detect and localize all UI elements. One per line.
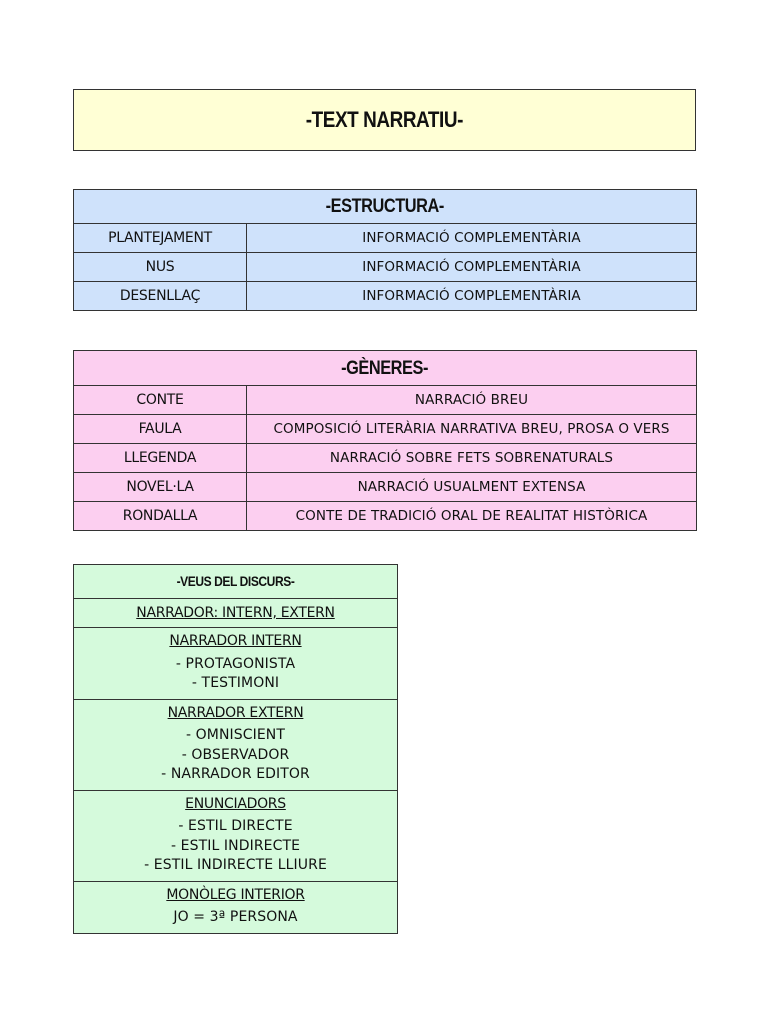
- generes-desc: NARRACIÓ USUALMENT EXTENSA: [247, 473, 697, 502]
- estructura-term: NUS: [74, 253, 247, 282]
- generes-desc: CONTE DE TRADICIÓ ORAL DE REALITAT HISTÒRICA: [247, 502, 697, 531]
- veus-subheading: NARRADOR: INTERN, EXTERN: [74, 599, 398, 628]
- table-row: [74, 444, 697, 473]
- generes-desc: NARRACIÓ BREU: [247, 386, 697, 415]
- block-line: - PROTAGONISTA: [175, 655, 296, 672]
- estructura-desc: INFORMACIÓ COMPLEMENTÀRIA: [247, 282, 697, 311]
- block-line: - ESTIL INDIRECTE LLIURE: [144, 857, 327, 873]
- block-title: NARRADOR EXTERN: [167, 704, 304, 721]
- table-row: [74, 415, 697, 444]
- block-line: - TESTIMONI: [191, 675, 280, 691]
- generes-table: [73, 350, 697, 531]
- veus-block-narrador-extern: [74, 699, 398, 790]
- generes-term: RONDALLA: [74, 502, 247, 531]
- block-title: ENUNCIADORS: [185, 795, 286, 812]
- block-line: - NARRADOR EDITOR: [161, 766, 310, 782]
- generes-heading: -GÈNERES-: [74, 351, 697, 386]
- veus-block-narrador-intern: [74, 628, 398, 700]
- block-line: - OMNISCIENT: [185, 727, 286, 743]
- veus-block-monoleg-interior: [74, 881, 398, 933]
- veus-block-enunciadors: [74, 790, 398, 881]
- generes-term: FAULA: [74, 415, 247, 444]
- block-title: NARRADOR INTERN: [169, 633, 302, 649]
- table-row: [74, 473, 697, 502]
- estructura-desc: INFORMACIÓ COMPLEMENTÀRIA: [247, 253, 697, 282]
- estructura-desc: INFORMACIÓ COMPLEMENTÀRIA: [247, 224, 697, 253]
- generes-term: CONTE: [74, 386, 247, 415]
- veus-heading: -VEUS DEL DISCURS-: [74, 565, 398, 599]
- estructura-table: [73, 189, 697, 311]
- table-row: [74, 282, 697, 311]
- block-line: - ESTIL INDIRECTE: [170, 837, 301, 854]
- generes-term: NOVEL·LA: [74, 473, 247, 502]
- block-line: JO = 3ª PERSONA: [173, 909, 298, 925]
- generes-desc: NARRACIÓ SOBRE FETS SOBRENATURALS: [247, 444, 697, 473]
- estructura-heading: -ESTRUCTURA-: [74, 190, 697, 224]
- generes-desc: COMPOSICIÓ LITERÀRIA NARRATIVA BREU, PROSA O VERS: [247, 415, 697, 444]
- table-row: [74, 386, 697, 415]
- veus-table: [73, 564, 398, 934]
- table-row: [74, 224, 697, 253]
- table-row: [74, 253, 697, 282]
- document-title-box: [73, 89, 696, 151]
- document-title: -TEXT NARRATIU-: [305, 107, 464, 132]
- estructura-term: DESENLLAÇ: [74, 282, 247, 311]
- block-line: - OBSERVADOR: [181, 746, 290, 763]
- generes-term: LLEGENDA: [74, 444, 247, 473]
- block-title: MONÒLEG INTERIOR: [166, 886, 305, 903]
- table-row: [74, 502, 697, 531]
- block-line: - ESTIL DIRECTE: [178, 818, 293, 834]
- estructura-term: PLANTEJAMENT: [74, 224, 247, 253]
